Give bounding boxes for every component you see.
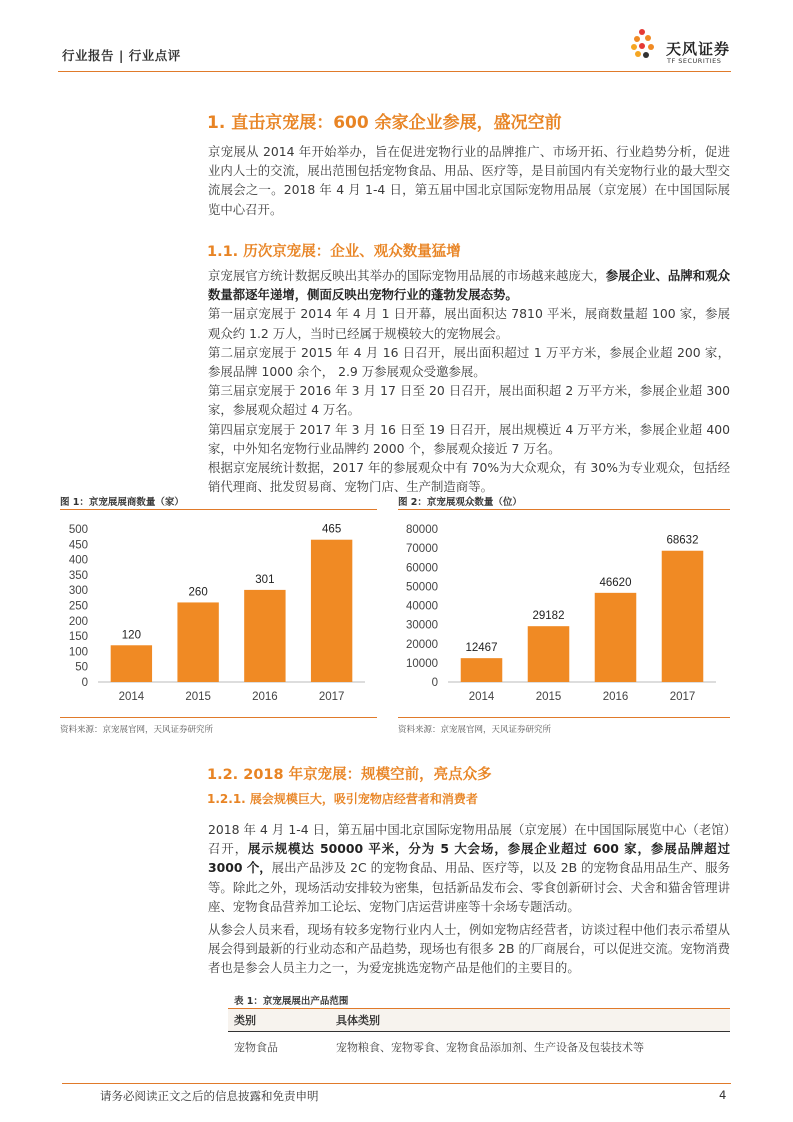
y-tick-label: 40000 xyxy=(406,600,438,613)
pa-bold-text: 展示规模达 50000 平米，分为 5 大会场，参展企业超过 600 家，参展品牌超过 3000 个， xyxy=(208,841,730,876)
y-tick-label: 150 xyxy=(68,631,88,644)
paragraph-3: 第三届京宠展于 2016 年 3 月 17 日至 20 日召开，展出面积超 2 万平方米，参展企业超 300 家，参展观众超过 4 万名。 xyxy=(208,383,730,418)
table-header-category: 类别 xyxy=(228,1009,330,1032)
section1-2-paragraph-b: 从参会人员来看，现场有较多宠物行业内人士，例如宠物店经营者，访谈过程中他们表示希望从展会得到最新的行业动态和产品趋势，现场也有很多 2B 的厂商展台，可以促进交流。宠物消费者也是参会人员主力之一，为爱宠挑选宠物产品是他们的主要目的。 xyxy=(208,922,730,976)
y-tick-label: 200 xyxy=(68,615,88,628)
data-label-2015: 260 xyxy=(188,586,208,599)
figure1-source: 资料来源：京宠展官网，天风证券研究所 xyxy=(60,725,214,735)
data-label-2015: 29182 xyxy=(532,610,565,623)
intro-paragraph xyxy=(208,266,730,304)
section-title-1-1: 1.1. 历次京宠展：企业、观众数量猛增 xyxy=(207,244,461,260)
paragraph-5: 根据京宠展统计数据，2017 年的参展观众中有 70%为大众观众，有 30%为专业观众，包括经销代理商、批发贸易商、宠物门店、生产制造商等。 xyxy=(208,460,730,495)
y-tick-label: 50000 xyxy=(406,581,438,594)
y-tick-label: 0 xyxy=(81,677,88,689)
figure2-title: 图 2：京宠展观众数量（位） xyxy=(398,497,522,508)
data-label-2016: 301 xyxy=(255,573,275,586)
table1-title: 表 1：京宠展展出产品范围 xyxy=(234,996,349,1007)
bar-2014 xyxy=(461,658,503,682)
section1-1-paragraphs xyxy=(208,266,730,496)
y-tick-label: 250 xyxy=(68,600,88,613)
brand-name-en: TF SECURITIES xyxy=(667,57,722,65)
y-tick-label: 80000 xyxy=(406,524,438,536)
section1-2-paragraph-a xyxy=(208,820,730,916)
y-tick-label: 500 xyxy=(68,524,88,536)
table-header-detail: 具体类别 xyxy=(330,1009,730,1032)
chart-visitors xyxy=(398,512,732,712)
table-cell-detail: 宠物粮食、宠物零食、宠物食品添加剂、生产设备及包装技术等 xyxy=(336,1041,644,1054)
y-tick-label: 0 xyxy=(431,677,438,689)
bar-2014 xyxy=(111,645,152,682)
brand-name: 天风证券 xyxy=(666,40,731,58)
paragraph-2: 第二届京宠展于 2015 年 4 月 16 日召开，展出面积超过 1 万平方米，参展企业超 200 家，参展品牌 1000 余个， 2.9 万参展观众受邀参展。 xyxy=(208,344,730,380)
section-title-1: 1. 直击京宠展：600 余家企业参展，盛况空前 xyxy=(207,113,562,133)
table-cell-category: 宠物食品 xyxy=(234,1041,278,1054)
data-label-2014: 12467 xyxy=(465,642,498,655)
pa-text-2: 展出产品涉及 2C 的宠物食品、用品、医疗等，以及 2B 的宠物食品用品生产、服务等。除此之外，现场活动安排较为密集，包括新品发布会、零食创新研讨会、犬舍和猫舍管理讲座、宠物食品营养加工论坛、宠物门店运营讲座等十余场专题活动。 xyxy=(208,860,730,914)
figure2-rule xyxy=(398,509,730,510)
figure2-bottom-rule xyxy=(398,717,730,718)
x-tick-label: 2014 xyxy=(118,691,145,703)
header-divider xyxy=(58,71,731,72)
y-tick-label: 20000 xyxy=(406,638,438,651)
figure1-title: 图 1：京宠展展商数量（家） xyxy=(60,497,184,508)
pa-text-1: 2018 年 4 月 1-4 日，第五届中国北京国际宠物用品展（京宠展）在中国国际展览中心（老馆）召开， xyxy=(208,822,730,857)
intro-text: 京宠展官方统计数据反映出其举办的国际宠物用品展的市场越来越庞大， xyxy=(208,268,606,283)
data-label-2014: 120 xyxy=(121,629,141,642)
x-tick-label: 2014 xyxy=(468,691,495,703)
figure2-source: 资料来源：京宠展官网，天风证券研究所 xyxy=(398,725,552,735)
chart-exhibitors xyxy=(60,512,380,712)
y-tick-label: 30000 xyxy=(406,619,438,632)
table-row xyxy=(228,1032,730,1063)
data-label-2017: 465 xyxy=(322,523,342,536)
bar-2015 xyxy=(528,626,570,682)
x-tick-label: 2015 xyxy=(535,691,562,703)
product-range-table xyxy=(228,1008,730,1062)
data-label-2016: 46620 xyxy=(599,576,632,589)
bar-2016 xyxy=(244,590,285,682)
page-number: 4 xyxy=(719,1088,727,1102)
section-title-1-2-1: 1.2.1. 展会规模巨大，吸引宠物店经营者和消费者 xyxy=(207,792,478,806)
footer-divider xyxy=(62,1083,731,1084)
paragraph-4: 第四届京宠展于 2017 年 3 月 16 日至 19 日召开，展出规模近 4 万平方米，参展企业超 400 家，中外知名宠物行业品牌约 2000 个，参展观众接近 7 万名。 xyxy=(208,421,730,456)
y-tick-label: 50 xyxy=(75,661,88,674)
bar-2015 xyxy=(177,602,218,682)
bar-2017 xyxy=(311,540,352,682)
figure1-rule xyxy=(60,509,377,510)
x-tick-label: 2016 xyxy=(252,691,278,703)
intro-bold-text: 参展企业、品牌和观众数量都逐年递增，侧面反映出宠物行业的蓬勃发展态势。 xyxy=(208,268,731,303)
section-title-1-2: 1.2. 2018 年京宠展：规模空前，亮点众多 xyxy=(207,767,492,783)
x-tick-label: 2015 xyxy=(185,691,211,703)
y-tick-label: 70000 xyxy=(406,543,438,556)
y-tick-label: 60000 xyxy=(406,562,438,575)
paragraph-1: 第一届京宠展于 2014 年 4 月 1 日开幕，展出面积达 7810 平米，展商数量超 100 家，参展观众约 1.2 万人，当时已经属于规模较大的宠物展会。 xyxy=(208,306,730,341)
figure1-bottom-rule xyxy=(60,717,377,718)
y-tick-label: 100 xyxy=(68,646,88,659)
bar-2016 xyxy=(595,593,637,682)
y-tick-label: 350 xyxy=(68,569,88,582)
y-tick-label: 400 xyxy=(68,554,88,567)
y-tick-label: 450 xyxy=(68,539,88,552)
x-tick-label: 2017 xyxy=(318,691,345,703)
table-header-row xyxy=(228,1009,730,1032)
x-tick-label: 2017 xyxy=(669,691,696,703)
bar-2017 xyxy=(662,551,704,682)
section1-paragraph: 京宠展从 2014 年开始举办，旨在促进宠物行业的品牌推广、市场开拓、行业趋势分析，促进业内人士的交流，展出范围包括宠物食品、用品、医疗等，是目前国内有关宠物行业的最大型交流展会之一。2018 年 4 月 1-4 日，第五届中国北京国际宠物用品展（京宠展）在中国国际展览中心召开。 xyxy=(208,144,730,217)
data-label-2017: 68632 xyxy=(666,534,699,547)
footer-disclaimer: 请务必阅读正文之后的信息披露和免责申明 xyxy=(100,1089,319,1103)
y-tick-label: 300 xyxy=(68,585,88,598)
x-tick-label: 2016 xyxy=(602,691,629,703)
y-tick-label: 10000 xyxy=(406,657,438,670)
report-category: 行业报告 | 行业点评 xyxy=(62,48,181,63)
